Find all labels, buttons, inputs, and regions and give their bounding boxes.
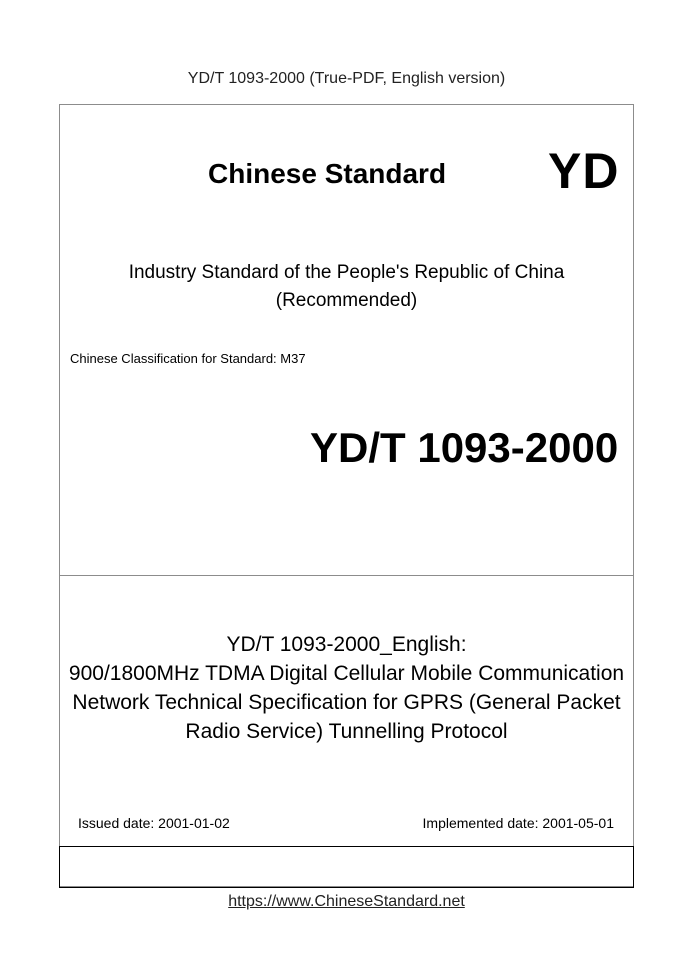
document-title: [59, 630, 634, 746]
website-link[interactable]: https://www.ChineseStandard.net: [228, 893, 465, 910]
cover-frame: [59, 104, 634, 887]
cover-divider: [59, 575, 634, 576]
title-line-4: Radio Service) Tunnelling Protocol: [185, 720, 508, 743]
title-line-1: YD/T 1093-2000_English:: [226, 633, 467, 656]
standard-mark: YD: [548, 143, 620, 199]
implemented-date: Implemented date: 2001-05-01: [422, 815, 614, 831]
industry-line-1: Industry Standard of the People's Republic of China: [128, 262, 565, 283]
issued-date: Issued date: 2001-01-02: [78, 815, 230, 831]
industry-line-2: (Recommended): [275, 290, 418, 311]
page-header: YD/T 1093-2000 (True-PDF, English version): [187, 70, 506, 87]
cover-heading: Chinese Standard: [208, 158, 447, 189]
title-line-3: Network Technical Specification for GPRS (General Packet: [72, 691, 621, 714]
cover-bottom-box: [59, 846, 634, 888]
classification-text: Chinese Classification for Standard: M37: [70, 351, 306, 366]
industry-statement: [59, 259, 634, 315]
title-line-2: 900/1800MHz TDMA Digital Cellular Mobile Communication: [68, 662, 625, 685]
standard-number: YD/T 1093-2000: [310, 424, 619, 471]
